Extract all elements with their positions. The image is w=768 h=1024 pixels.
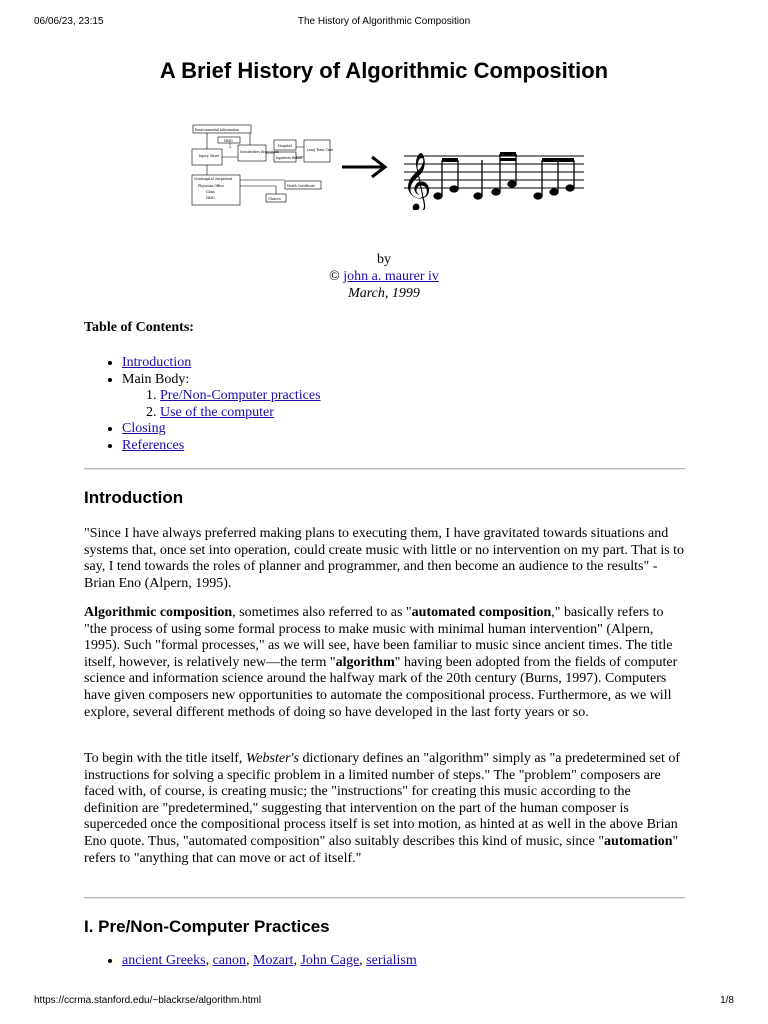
introduction-heading: Introduction xyxy=(84,488,184,507)
toc-sublist xyxy=(122,388,321,421)
diagram-label: Injury Onset xyxy=(199,154,220,158)
divider xyxy=(84,468,685,470)
term-algorithmic-composition: Algorithmic composition xyxy=(84,605,233,620)
topic-list-item xyxy=(122,953,417,969)
music-notation-icon xyxy=(396,140,586,210)
print-header xyxy=(34,16,734,30)
diagram-label: Clinic xyxy=(206,190,216,194)
term-algorithm: algorithm xyxy=(335,654,395,670)
svg-text:𝄞: 𝄞 xyxy=(402,152,432,210)
toc-title: Table of Contents: xyxy=(84,320,194,335)
print-title: The History of Algorithmic Composition xyxy=(297,16,471,27)
term-automated-composition: automated composition xyxy=(411,605,552,620)
diagram-label: Environmental Information xyxy=(195,128,240,132)
text-span: dictionary defines an "algorithm" simply as "a predetermined set of instructions for solving a specific problem in a limited number of steps." The "problem" composers are faced with, of course, is creating music; the "instructions" for creating this music according to the definition are "predetermined," suggesting that intervention on the part of the human composer is superceded once the compositional process itself is set into motion, as hinted at as well in the above Brian Eno quote. Thus, "automated composition" also suitably describes this kind of music, since " xyxy=(84,751,681,849)
print-page-number: 1/8 xyxy=(720,995,734,1006)
topic-link-list xyxy=(84,953,417,969)
byline xyxy=(0,251,768,302)
byline-date: March, 1999 xyxy=(348,286,420,301)
arrow-icon xyxy=(340,152,390,182)
print-url: https://ccrma.stanford.edu/~blackrse/algorithm.html xyxy=(34,995,262,1006)
term-automation: automation xyxy=(604,833,673,849)
text-span: ," basically refers to "the process of using some formal process to make music with minimal human intervention" (Alpern, 1995). Such "formal processes," as we will see, have been familiar to music since ancient times. The title itself, however, is relatively new—the term " xyxy=(84,605,673,670)
text-span: To begin with the title itself, xyxy=(84,751,246,766)
toc-link-computer[interactable]: Use of the computer xyxy=(160,404,274,420)
toc-item-references xyxy=(122,438,321,455)
author-link[interactable]: john a. maurer iv xyxy=(343,269,439,284)
text-span: , sometimes also referred to as " xyxy=(232,605,412,620)
text-span: " having been adopted from the fields of computer science and information science around the halfway mark of the 20th century (Burns, 1997). Computers have given composers new opportunities to automate the compositional process. Furthermore, as we will explore, several different methods of doing so have developed in the last forty years or so. xyxy=(84,654,678,720)
toc-main-body-label: Main Body: xyxy=(122,371,190,387)
toc-link-references[interactable]: References xyxy=(122,437,185,453)
intro-definition-paragraph xyxy=(84,605,686,721)
diagram-label: Inpatient Rehab xyxy=(276,156,303,160)
link-canon[interactable]: canon xyxy=(212,953,247,968)
websters-title: Webster's xyxy=(245,751,299,766)
section1-heading: I. Pre/Non-Computer Practices xyxy=(84,917,330,936)
diagram-label: Nonhospital Outpatient xyxy=(194,177,233,181)
toc-link-closing[interactable]: Closing xyxy=(122,421,166,437)
diagram-label: Hospital xyxy=(278,144,292,148)
page-title: A Brief History of Algorithmic Composition xyxy=(159,58,609,83)
diagram-label: Choices xyxy=(268,197,281,201)
toc-item-pre-computer xyxy=(160,388,321,405)
text-span: " refers to "anything that can move or act of itself." xyxy=(84,833,679,866)
toc-item-closing xyxy=(122,421,321,438)
toc-link-introduction[interactable]: Introduction xyxy=(122,355,192,370)
toc-item-main-body xyxy=(122,372,321,422)
diagram-label: HMO xyxy=(206,196,215,200)
intro-title-paragraph xyxy=(84,751,686,867)
diagram-label: Death Certificate xyxy=(287,184,315,188)
toc-item-introduction xyxy=(122,355,321,372)
print-datetime: 06/06/23, 23:15 xyxy=(34,16,104,27)
copyright-symbol: © xyxy=(329,269,340,284)
divider xyxy=(84,897,685,899)
toc-item-computer xyxy=(160,405,321,422)
link-ancient-greeks[interactable]: ancient Greeks xyxy=(122,953,206,968)
separator: , xyxy=(246,953,254,968)
diagram-label: Physician Office xyxy=(198,184,224,188)
flow-diagram xyxy=(190,120,335,210)
byline-author-line xyxy=(0,268,768,285)
print-footer xyxy=(34,995,734,1009)
separator: , xyxy=(293,953,301,968)
table-of-contents xyxy=(84,355,321,455)
separator: , xyxy=(359,953,367,968)
intro-quote-paragraph: "Since I have always preferred making plans to executing them, I have gravitated towards situations and systems that, once set into operation, could create music with little or no intervention on my part. That is to say, I tend towards the roles of planner and programmer, and then become an audience to the results" -Brian Eno (Alpern, 1995). xyxy=(84,526,685,591)
link-john-cage[interactable]: John Cage xyxy=(300,953,360,968)
diagram-label: Sensitivities Disposition xyxy=(240,150,279,154)
separator: , xyxy=(205,953,213,968)
byline-by: by xyxy=(377,252,391,267)
diagram-label: Long Term Care xyxy=(307,148,334,152)
link-serialism[interactable]: serialism xyxy=(366,953,417,968)
link-mozart[interactable]: Mozart xyxy=(253,953,294,968)
diagram-label: HMO xyxy=(224,139,233,143)
toc-link-pre-computer[interactable]: Pre/Non-Computer practices xyxy=(160,388,321,404)
